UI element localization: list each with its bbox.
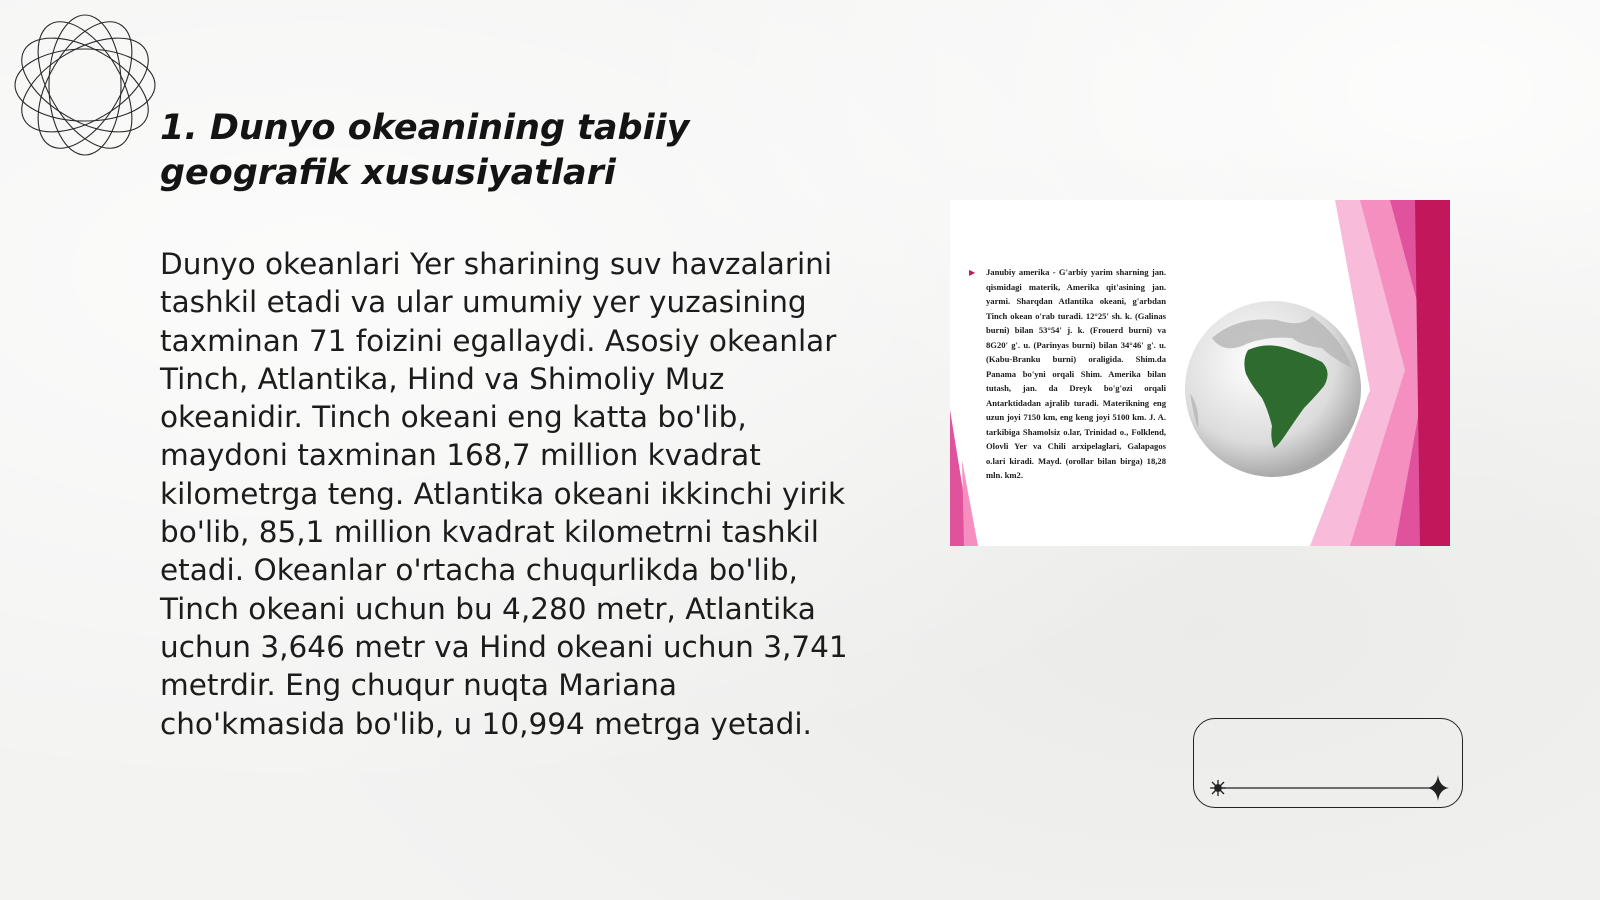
triangle-bullet-icon: ▶: [969, 268, 976, 277]
spirograph-orb-icon: [10, 10, 160, 160]
decorative-frame: [1193, 718, 1463, 808]
sparkle-star-icon: [1210, 780, 1226, 796]
four-point-star-icon: [1427, 775, 1449, 801]
inset-slide-image: [950, 200, 1450, 546]
slide-body-text: Dunyo okeanlari Yer sharining suv havzalarini tashkil etadi va ular umumiy yer yuzasining taxminan 71 foizini egallaydi. Asosiy okeanlar Tinch, Atlantika, Hind va Shimoliy Muz okeanidir. Tinch okeani eng katta bo'lib, maydoni taxminan 168,7 million kvadrat kilometrga teng. Atlantika okeani ikkinchi yirik bo'lib, 85,1 million kvadrat kilometrni tashkil etadi. Okeanlar o'rtacha chuqurlikda bo'lib, Tinch okeani uchun bu 4,280 metr, Atlantika uchun 3,646 metr va Hind okeani uchun 3,741 metrdir. Eng chuqur nuqta Mariana cho'kmasida bo'lib, u 10,994 metrga yetadi.: [160, 247, 848, 741]
slide-title: 1. Dunyo okeanining tabiiy geografik xususiyatlari: [160, 108, 690, 193]
inset-text: Janubiy amerika - G'arbiy yarim sharning jan. qismidagi materik, Amerika qit'asining jan. yarmi. Sharqdan Atlantika okeani, g'arbdan Tinch okean o'rab turadi. 12°25' sh. k. (Galinas burni) bilan 53°54' j. k. (Frouerd burni) va 8G20' g'. u. (Parinyas burni) bilan 34°46' g'. u. (Kabu-Branku burni) oraligida. Shim.da Panama bo'yni orqali Shim. Amerika bilan tutash, jan. da Dreyk bo'g'ozi orqali Antarktidadan ajralib turadi. Materikning eng uzun joyi 7150 km, eng keng joyi 5100 km. J. A. tarkibiga Shamolsiz o.lar, Trinidad o., Folklend, Olovli Yer va Chili arxipelaglari, Galapagos o.lari kiradi. Mayd. (orollar bilan birga) 18,28 mln. km2.: [986, 267, 1166, 480]
frame-line: [1194, 719, 1464, 809]
globe-south-america-icon: [1182, 298, 1364, 480]
